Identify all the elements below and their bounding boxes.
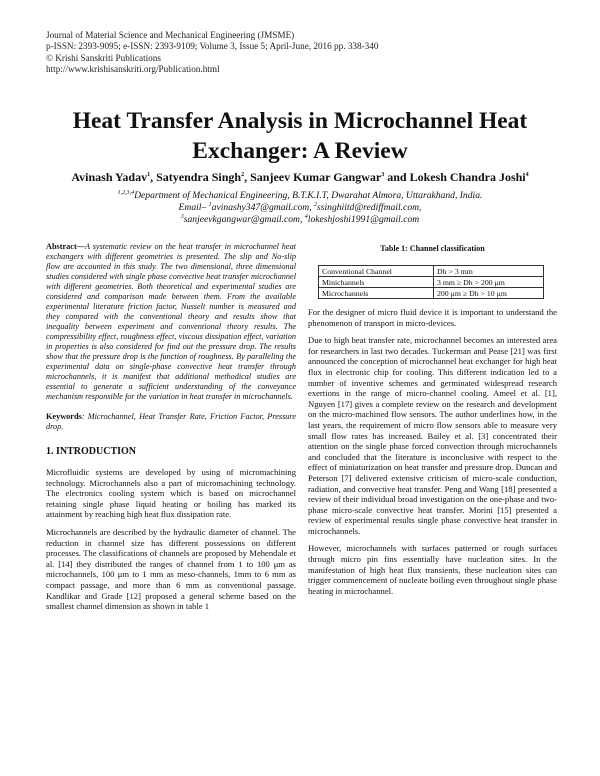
journal-issn: p-ISSN: 2393-9095; e-ISSN: 2393-9109; Volume 3, Issue 5; April-June, 2016 pp. 338-340 (46, 41, 379, 52)
classification-table (318, 265, 544, 299)
keywords-text: : Microchannel, Heat Transfer Rate, Friction Factor, Pressure drop. (46, 412, 296, 431)
intro-paragraph: Microfluidic systems are developed by using of micromachining technology. Microchannels also a part of micromachining technology. The electronics cooling system which is based on microchannel retaining single phase liquid heating or boiling has marked its attainment by reaching high heat flux dissipation rate. (46, 467, 296, 520)
email-address[interactable]: lokeshjoshi1991@gmail.com (307, 214, 420, 226)
email-address[interactable]: ssinghiitd@rediffmail.com (317, 202, 420, 214)
table-row (319, 288, 544, 299)
email-address[interactable]: sanjeevkgangwar@gmail.com (183, 214, 300, 226)
abstract-text: A systematic review on the heat transfer in microchannel heat exchangers with different geometries is presented. The slip and No-slip flow are accounted in this study. The two dimensional, three dimensional studies considered with single phase convective heat transfer microchannel with different geometries. Both theoretical and experimental studies are considered and comparison made between them. From the available experimental literature friction factor, Nusselt number is measured and they compared with the conventional theory and results show that inequality between experiment and conventional theory results. The compressibility effect, roughness effect, viscous dissipation effect, variation in properties is also considered for find out the pressure drop. The results show that the pressure drop is the function of roughness. By paralleling the experimental data on single-phase convective heat transfer through microchannels, it is manifest that additional methodical studies are essential to generate a sufficient understanding of the conveyance mechanism responsible for the variation in heat transfer in microchannels. (46, 242, 296, 401)
body-paragraph: For the designer of micro fluid device it is important to understand the phenomenon of transport in micro-devices. (308, 307, 557, 328)
author-sup: 1 (147, 172, 151, 178)
author-sup: 3 (381, 172, 385, 178)
left-column (46, 242, 296, 619)
keywords (46, 412, 296, 432)
email-address[interactable]: avinashy347@gmail.com (211, 202, 310, 214)
author-sup: 4 (525, 172, 529, 178)
author-name: Avinash Yadav (71, 170, 148, 184)
table-caption: Table 1: Channel classification (380, 244, 485, 253)
abstract (46, 242, 296, 402)
abstract-label: Abstract— (46, 242, 85, 251)
table-cell-label: Conventional Channel (319, 266, 434, 277)
author-name: Sanjeev Kumar Gangwar (250, 170, 382, 184)
table-row (319, 266, 544, 277)
author-list: Avinash Yadav$^1$, Satyendra Singh$^2$, Sanjeev Kumar Gangwar$^3$ and Lokesh Chandra Joshi$^4$ (71, 170, 529, 184)
journal-header (46, 30, 378, 76)
journal-name: Journal of Material Science and Mechanical Engineering (JMSME) (46, 30, 295, 40)
paper-title: Heat Transfer Analysis in Microchannel Heat Exchanger: A Review (72, 108, 528, 164)
affiliation-block: $^{1,2,3,4}$Department of Mechanical Engineering, B.T.K.I.T, Dwarahat Almora, Uttarakhand, India. Email– $^1$avinashy347@gmail.com, $^2$ssinghiitd@rediffmail.com, $^3$sanjeevkgangwar@gmail.com, $^4$lokeshjoshi1991@gmail.com (117, 189, 483, 226)
body-paragraph: However, microchannels with surfaces patterned or rough surfaces through micro pin fins essentially have nucleation sites. In the manifestation of high heat flux transients, these nucleation sites can trigger commencement of nucleate boiling even throughout single phase heating in microchannel. (308, 543, 557, 596)
section-heading-introduction: 1. INTRODUCTION (46, 446, 137, 457)
affiliation-sup: 1,2,3,4 (117, 189, 135, 196)
email-prefix: Email– (178, 202, 209, 214)
author-name: Lokesh Chandra Joshi (409, 170, 526, 184)
journal-url[interactable]: http://www.krishisanskriti.org/Publication.html (46, 64, 220, 75)
keywords-label: Keywords (46, 412, 82, 421)
affiliation: Department of Mechanical Engineering, B.T.K.I.T, Dwarahat Almora, Uttarakhand, India. (134, 190, 483, 201)
right-column (308, 244, 557, 603)
body-paragraph: Due to high heat transfer rate, microchannel becomes an interested area for researchers in last two decades. Tuckerman and Pease [21] was first announced the conception of microchannel heat exchanger for high heat flux in electronic chip for cooling. This different indication led to a number of inventive schemes and germinated widespread research exertions in the range of micro-channel cooling. Ameel et al. [1], Nguyen [17] gives a complete review on the research and development on the micro-machined flow sensors. The author underlines how, in the last years, the requirement of micro flow sensors able to measure very small flow rates has increased. Bailey et al. [3] concentrated their attention on the single phase forced convection through microchannels and concluded that the literature is inconclusive with respect to the effect of miniaturization on heat transfer and pressure drop. Duncan and Peterson [7] delivered extensive criticism of micro-scale conduction, radiation, and convective heat transfer. Peng and Wang [18] presented a review of their individual broad investigation on the one-phase and two-phase micro-scale convective heat transfer. Morini [15] presented a review of experimental results single phase convective heat transfer in microchannels. (308, 335, 557, 536)
table-cell-value: 200 μm ≥ Dh > 10 μm (434, 288, 544, 299)
author-name: Satyendra Singh (156, 170, 242, 184)
author-sup: 2 (241, 172, 245, 178)
journal-copyright: © Krishi Sanskriti Publications (46, 52, 161, 63)
table-cell-value: Dh > 3 mm (434, 266, 544, 277)
table-cell-value: 3 mm ≥ Dh > 200 μm (434, 277, 544, 288)
table-cell-label: Minichannels (319, 277, 434, 288)
table-cell-label: Microchannels (319, 288, 434, 299)
intro-paragraph: Microchannels are described by the hydraulic diameter of channel. The reduction in channel size has different possessions on different processes. The classifications of channels are proposed by Mehendale et al. [14] they distributed the ranges of channel from 1 to 100 μm as microchannels, 100 μm to 1 mm as meso-channels, 1mm to 6 mm as compact passage, and more than 6 mm as conventional passage. Kandlikar and Grade [12] proposed a general scheme based on the smallest channel dimension as shown in table 1 (46, 526, 296, 612)
table-row (319, 277, 544, 288)
